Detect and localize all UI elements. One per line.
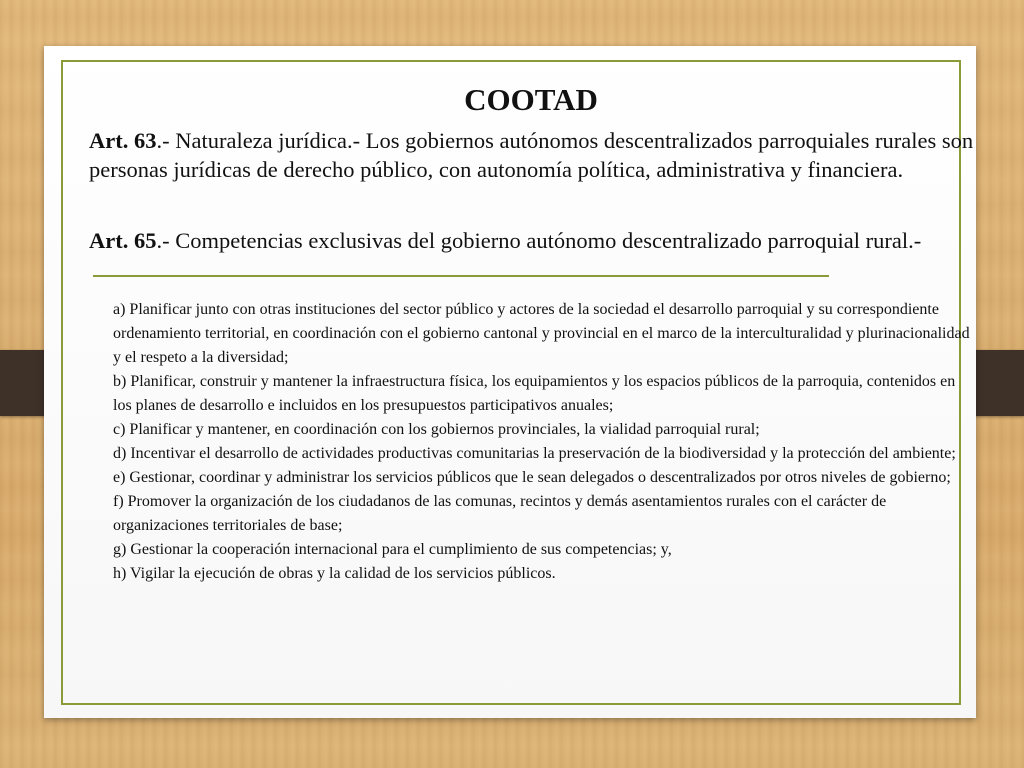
list-item: c) Planificar y mantener, en coordinación con los gobiernos provinciales, la vialidad parroquial rural;: [113, 421, 760, 438]
list-item: f) Promover la organización de los ciudadanos de las comunas, recintos y demás asentamientos rurales con el carácter de organizaciones territoriales de base;: [113, 493, 887, 534]
list-item: g) Gestionar la cooperación internacional para el cumplimiento de sus competencias; y,: [113, 541, 672, 558]
competencies-list: [113, 298, 973, 586]
fill-in-blank-line: [93, 274, 829, 277]
article-63-number: Art. 63: [89, 128, 157, 153]
slide-card: [44, 46, 976, 718]
article-65-text: .- Competencias exclusivas del gobierno autónomo descentralizado parroquial rural.-: [156, 228, 922, 253]
article-65: [89, 226, 989, 284]
slide-frame: [61, 60, 974, 705]
list-item: b) Planificar, construir y mantener la infraestructura física, los equipamientos y los espacios públicos de la parroquia, contenidos en los planes de desarrollo e incluidos en los presupuestos participativos anuales;: [113, 373, 956, 414]
article-63-text: .- Naturaleza jurídica.- Los gobiernos autónomos descentralizados parroquiales rurales son personas jurídicas de derecho público, con autonomía política, administrativa y financiera.: [89, 128, 974, 182]
list-item: h) Vigilar la ejecución de obras y la calidad de los servicios públicos.: [113, 565, 556, 582]
article-63: [89, 126, 989, 184]
list-item: d) Incentivar el desarrollo de actividades productivas comunitarias la preservación de la biodiversidad y la protección del ambiente;: [113, 445, 956, 462]
list-item: a) Planificar junto con otras instituciones del sector público y actores de la sociedad el desarrollo parroquial y su correspondiente ordenamiento territorial, en coordinación con el gobierno cantonal y provincial en el marco de la interculturalidad y plurinacionalidad y el respeto a la diversidad;: [113, 301, 970, 366]
list-item: e) Gestionar, coordinar y administrar los servicios públicos que le sean delegados o descentralizados por otros niveles de gobierno;: [113, 469, 951, 486]
slide-title: COOTAD: [464, 82, 598, 117]
article-65-number: Art. 65: [89, 228, 157, 253]
